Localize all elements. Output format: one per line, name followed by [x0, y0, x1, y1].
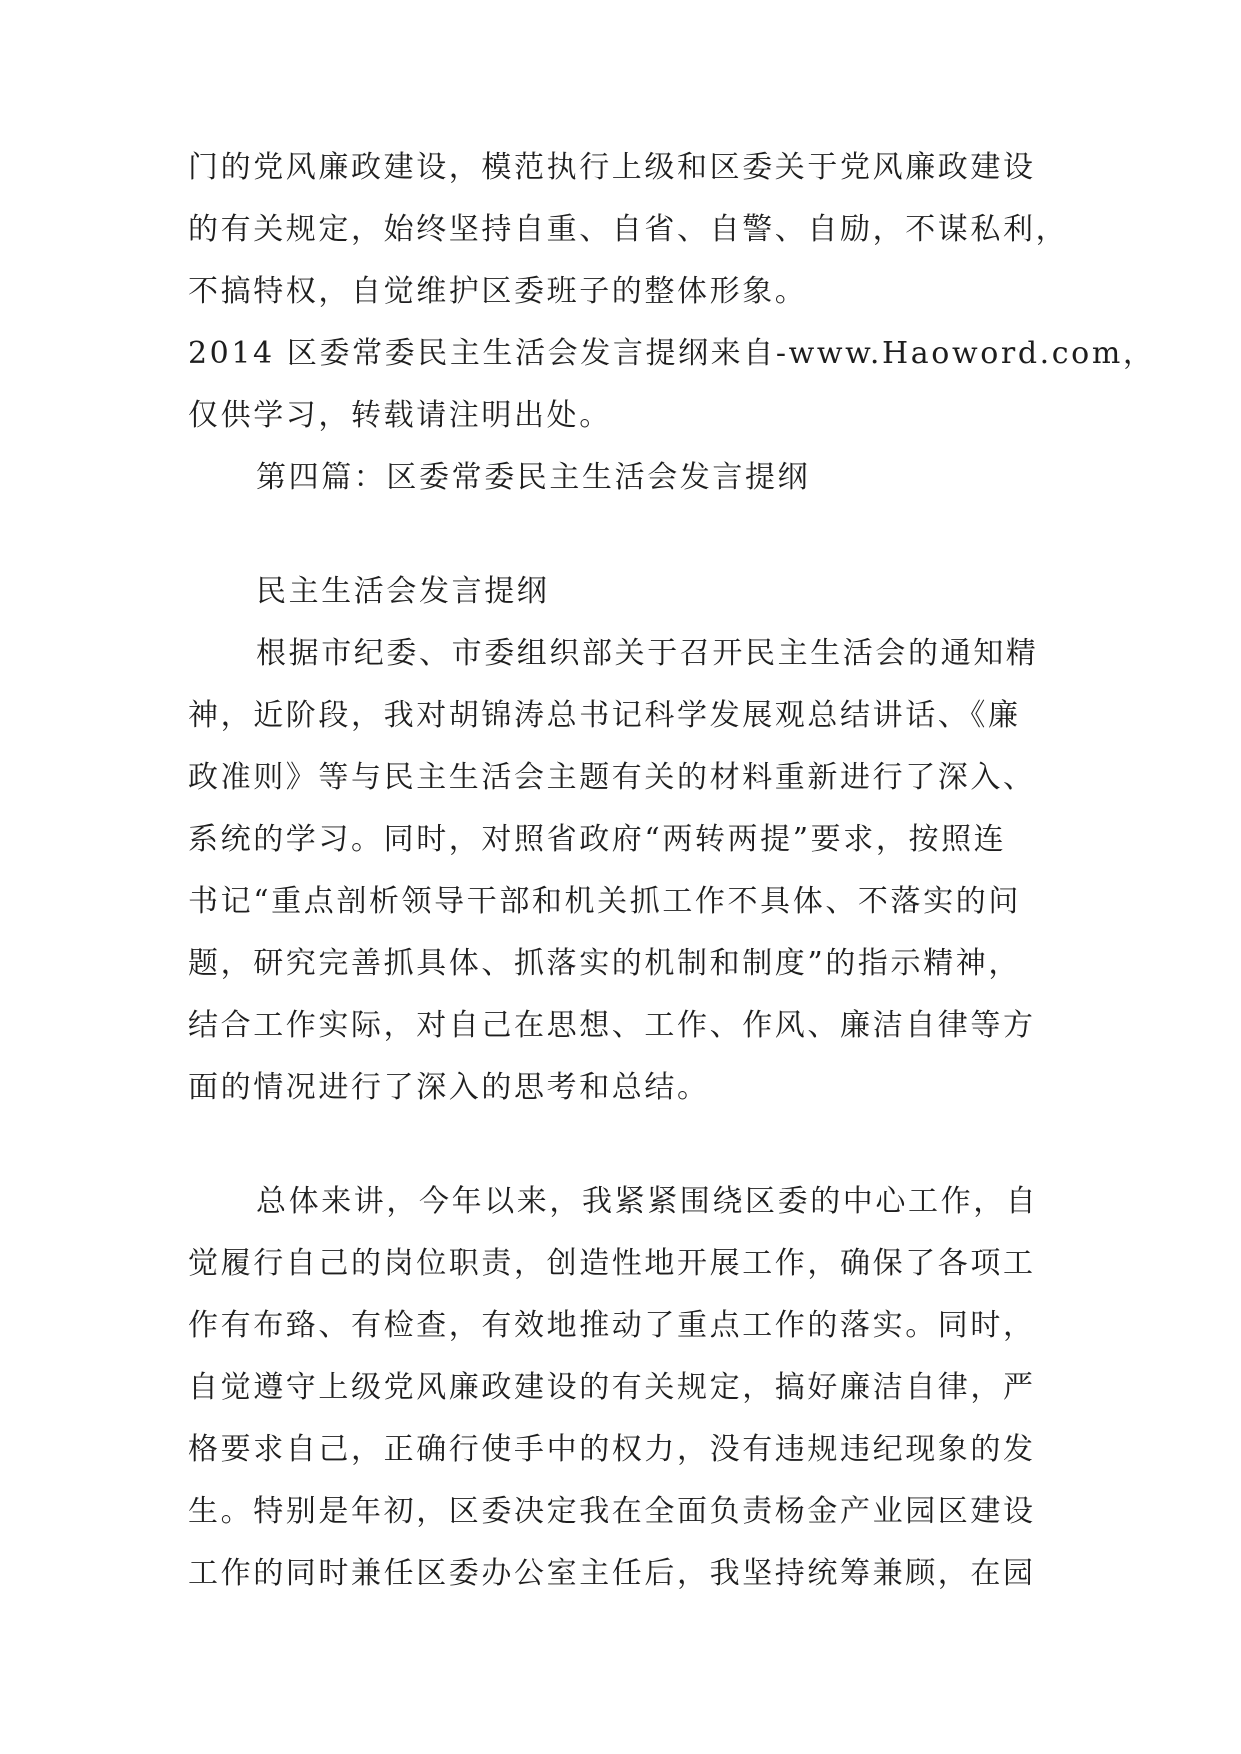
text-line: 门的党风廉政建设，模范执行上级和区委关于党风廉政建设	[188, 150, 1036, 185]
text-line: 自觉遵守上级党风廉政建设的有关规定，搞好廉洁自律，严	[188, 1370, 1036, 1405]
text-line: 作有布臵、有检查，有效地推动了重点工作的落实。同时，	[188, 1308, 1036, 1343]
text-line: 仅供学习，转载请注明出处。	[188, 398, 612, 433]
section-heading: 第四篇：区委常委民主生活会发言提纲	[256, 460, 811, 495]
text-line: 政准则》等与民主生活会主题有关的材料重新进行了深入、	[188, 760, 1036, 795]
text-line: 2014 区委常委民主生活会发言提纲来自-www.Haoword.com，	[188, 336, 1156, 371]
subtitle: 民主生活会发言提纲	[256, 574, 550, 609]
text-line: 系统的学习。同时，对照省政府“两转两提”要求，按照连	[188, 822, 1007, 857]
text-line: 不搞特权，自觉维护区委班子的整体形象。	[188, 274, 808, 309]
text-line: 书记“重点剖析领导干部和机关抓工作不具体、不落实的问	[188, 884, 1021, 919]
text-line: 题，研究完善抓具体、抓落实的机制和制度”的指示精神，	[188, 946, 1021, 981]
text-line: 面的情况进行了深入的思考和总结。	[188, 1070, 710, 1105]
text-line: 根据市纪委、市委组织部关于召开民主生活会的通知精	[256, 636, 1039, 671]
text-line: 格要求自己，正确行使手中的权力，没有违规违纪现象的发	[188, 1432, 1036, 1467]
text-line: 结合工作实际，对自己在思想、工作、作风、廉洁自律等方	[188, 1008, 1036, 1043]
text-line: 神，近阶段，我对胡锦涛总书记科学发展观总结讲话、《廉	[188, 698, 1021, 733]
text-line: 的有关规定，始终坚持自重、自省、自警、自励，不谋私利，	[188, 212, 1069, 247]
text-line: 工作的同时兼任区委办公室主任后，我坚持统筹兼顾，在园	[188, 1556, 1036, 1591]
text-line: 总体来讲，今年以来，我紧紧围绕区委的中心工作，自	[256, 1184, 1039, 1219]
text-line: 生。特别是年初，区委决定我在全面负责杨金产业园区建设	[188, 1494, 1036, 1529]
text-line: 觉履行自己的岗位职责，创造性地开展工作，确保了各项工	[188, 1246, 1036, 1281]
